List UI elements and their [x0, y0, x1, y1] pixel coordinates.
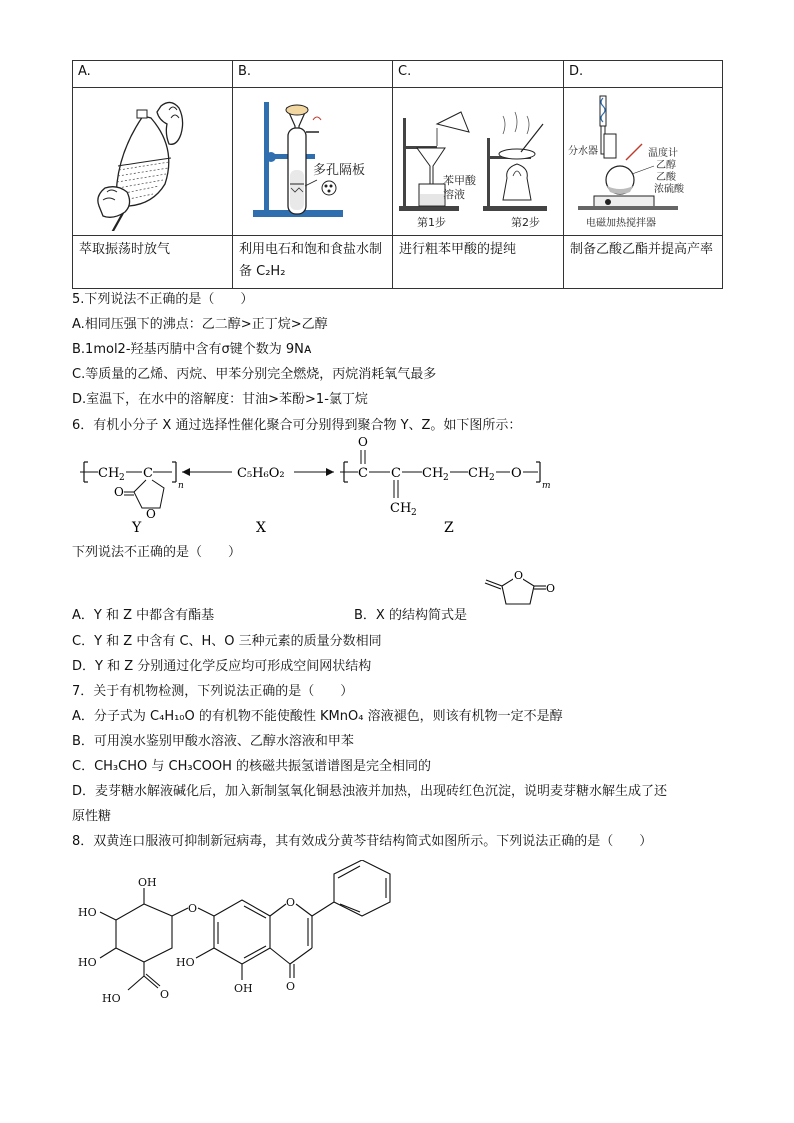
svg-text:CH: CH [390, 501, 412, 516]
svg-text:CH: CH [468, 466, 490, 481]
x-formula: C₅H₆O₂ [237, 466, 285, 481]
svg-text:HO: HO [102, 992, 121, 1005]
q5-option-c: C.等质量的乙烯、丙烷、甲苯分别完全燃烧，丙烷消耗氧气最多 [72, 367, 437, 382]
benzoic-acid-purification-drawing [393, 88, 563, 231]
q5-option-b: B.1mol2-羟基丙腈中含有σ键个数为 9Nᴀ [72, 342, 312, 357]
svg-text:O: O [286, 896, 296, 909]
q5-option-d: D.室温下，在水中的溶解度：甘油>苯酚>1-氯丁烷 [72, 392, 368, 407]
sulfuric-acid-label: 浓硫酸 [654, 184, 684, 195]
q7-option-b: B．可用溴水鉴别甲酸水溶液、乙醇水溶液和甲苯 [72, 734, 354, 749]
q6-sub-stem: 下列说法不正确的是（ ） [72, 545, 242, 560]
ethanol-label: 乙醇 [656, 160, 676, 171]
svg-text:O: O [546, 582, 556, 595]
option-d-header: D. [564, 61, 723, 88]
q6-option-d: D．Y 和 Z 分别通过化学反应均可形成空间网状结构 [72, 659, 372, 674]
svg-text:O: O [114, 485, 124, 499]
svg-text:C: C [143, 466, 153, 481]
ethyl-acetate-apparatus-drawing [564, 88, 722, 231]
svg-text:HO: HO [78, 906, 97, 919]
acetylene-generator-drawing [233, 88, 391, 231]
label-x: X [256, 520, 266, 536]
svg-text:2: 2 [411, 508, 417, 518]
benzoic-solution-label-1: 苯甲酸 [443, 174, 476, 187]
option-b-image [233, 88, 393, 236]
acetic-acid-label: 乙酸 [656, 172, 676, 183]
porous-plate-label: 多孔隔板 [313, 163, 366, 178]
svg-text:CH: CH [98, 466, 120, 481]
svg-text:C: C [391, 466, 401, 481]
svg-text:O: O [514, 569, 524, 582]
option-a-caption: 萃取振荡时放气 [73, 236, 233, 289]
svg-text:2: 2 [119, 473, 125, 483]
svg-text:n: n [178, 481, 184, 491]
svg-text:2: 2 [489, 473, 495, 483]
apparatus-options-table [72, 60, 723, 289]
q7-option-d-line2: 原性糖 [72, 809, 112, 824]
option-c-header: C. [393, 61, 564, 88]
q8-stem: 8．双黄连口服液可抑制新冠病毒，其有效成分黄芩苷结构简式如图所示。下列说法正确的是（ ） [72, 834, 653, 849]
step-2-label: 第2步 [511, 216, 540, 229]
option-d-caption: 制备乙酸乙酯并提高产率 [564, 236, 723, 289]
svg-text:O: O [188, 902, 198, 915]
option-a-image [73, 88, 233, 236]
q6-option-c: C．Y 和 Z 中含有 C、H、O 三种元素的质量分数相同 [72, 634, 382, 649]
q7-option-c: C．CH₃CHO 与 CH₃COOH 的核磁共振氢谱谱图是完全相同的 [72, 759, 432, 774]
baicalin-structure-drawing [72, 860, 432, 1020]
svg-text:2: 2 [443, 473, 449, 483]
label-z: Z [444, 520, 454, 536]
option-d-image [564, 88, 723, 236]
polymerization-scheme [72, 432, 572, 537]
option-a-header: A. [73, 61, 233, 88]
thermometer-label: 温度计 [648, 148, 678, 159]
svg-text:CH: CH [422, 466, 444, 481]
svg-text:HO: HO [78, 956, 97, 969]
svg-text:O: O [286, 980, 296, 993]
separatory-funnel-shaking-drawing [73, 88, 231, 231]
q6-option-b: B．X 的结构简式是 [354, 608, 467, 623]
svg-text:HO: HO [176, 956, 195, 969]
q5-option-a: A.相同压强下的沸点：乙二醇>正丁烷>乙醇 [72, 317, 328, 332]
svg-text:OH: OH [138, 876, 157, 889]
q5-stem: 5.下列说法不正确的是（ ） [72, 292, 254, 307]
q6-stem: 6．有机小分子 X 通过选择性催化聚合可分别得到聚合物 Y、Z。如下图所示： [72, 418, 522, 433]
svg-text:m: m [542, 481, 551, 491]
stirrer-label: 电磁加热搅拌器 [586, 218, 656, 229]
svg-text:O: O [511, 466, 522, 481]
water-separator-label: 分水器 [568, 146, 598, 157]
svg-text:O: O [146, 507, 156, 521]
q7-stem: 7．关于有机物检测，下列说法正确的是（ ） [72, 684, 354, 699]
step-1-label: 第1步 [417, 216, 446, 229]
x-structure-drawing [478, 568, 568, 620]
svg-text:O: O [358, 435, 368, 449]
benzoic-solution-label-2: 溶液 [443, 188, 465, 201]
option-c-image [393, 88, 564, 236]
label-y: Y [132, 520, 142, 536]
q7-option-a: A．分子式为 C₄H₁₀O 的有机物不能使酸性 KMnO₄ 溶液褪色，则该有机物一定不是醇 [72, 709, 563, 724]
option-b-header: B. [233, 61, 393, 88]
q7-option-d-line1: D．麦芽糖水解液碱化后，加入新制氢氧化铜悬浊液并加热，出现砖红色沉淀，说明麦芽糖水解生成了还 [72, 784, 668, 799]
svg-text:C: C [358, 466, 368, 481]
option-c-caption: 进行粗苯甲酸的提纯 [393, 236, 564, 289]
svg-text:O: O [160, 988, 170, 1001]
q6-option-a: A．Y 和 Z 中都含有酯基 [72, 608, 215, 623]
svg-text:OH: OH [234, 982, 253, 995]
option-b-caption: 利用电石和饱和食盐水制备 C₂H₂ [233, 236, 393, 289]
